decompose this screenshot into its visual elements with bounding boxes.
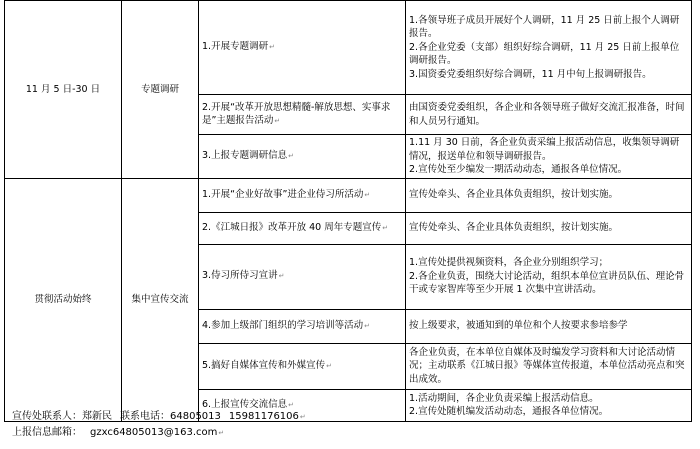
desc-cell [406, 95, 692, 135]
email-line: 上报信息邮箱： gzxc64805013@163.com↵ [12, 427, 225, 438]
desc-item: 3.国资委党委组织好综合调研，11 月中旬上报调研报告。 [409, 68, 652, 80]
phone-number-2: 15981176106 [228, 411, 299, 422]
desc-cell [406, 1, 692, 95]
desc-item: 1.各领导班子成员开展好个人调研，11 月 25 日前上报个人调研报告。 [409, 14, 680, 40]
desc-cell [406, 135, 692, 179]
task-text: 1.开展专题调研 [202, 41, 269, 53]
desc-cell [406, 309, 692, 343]
task-text: 4.参加上级部门组织的学习培训等活动 [202, 319, 364, 331]
desc-item: 2.各企业负责，围绕大讨论活动，组织本单位宣讲员队伍、理论骨干或专家智库等至少开展 1 次集中宣讲活动。 [409, 270, 685, 296]
task-text: 2.《江城日报》改革开放 40 周年专题宣传 [202, 221, 382, 233]
desc-item: 由国资委党委组织，各企业和各领导班子做好交流汇报准备，时间和人员另行通知。 [409, 102, 685, 127]
task-text: 6.上报宣传交流信息 [202, 398, 288, 410]
task-cell: 6.上报宣传交流信息↵ [199, 389, 406, 421]
desc-item: 2.宣传处随机编发活动动态，通报各单位情况。 [409, 406, 609, 417]
task-text: 2.开展“改革开放思想精髓-解放思想、实事求是”主题报告活动 [202, 101, 391, 126]
task-cell: 2.开展“改革开放思想精髓-解放思想、实事求是”主题报告活动↵ [199, 95, 406, 135]
task-cell: 1.开展“企业好故事”进企业侍习所活动↵ [199, 178, 406, 212]
phone-label: 联系电话： [120, 411, 170, 422]
task-cell: 5.搞好自媒体宣传和外媒宣传↵ [199, 343, 406, 389]
task-cell: 2.《江城日报》改革开放 40 周年专题宣传↵ [199, 212, 406, 244]
table-row [5, 1, 692, 95]
desc-cell [406, 244, 692, 309]
task-cell: 1.开展专题调研↵ [199, 1, 406, 95]
desc-cell [406, 343, 692, 389]
email-address[interactable]: gzxc64805013@163.com [90, 427, 218, 438]
desc-item: 按上级要求，被通知到的单位和个人按要求参培参学 [409, 320, 628, 332]
task-cell: 3.侍习所侍习宣讲↵ [199, 244, 406, 309]
contact-label: 宣传处联系人：郑新民 [12, 411, 112, 422]
desc-item: 1.11 月 30 日前，各企业负责采编上报活动信息，收集领导调研情况，报送单位和领导调研报告。 [409, 137, 680, 162]
task-text: 1.开展“企业好故事”进企业侍习所活动 [202, 188, 364, 200]
task-text: 3.上报专题调研信息 [202, 150, 288, 161]
contact-line: 宣传处联系人：郑新民 联系电话：64805013 15981176106↵ [12, 411, 306, 422]
task-cell: 3.上报专题调研信息↵ [199, 135, 406, 179]
desc-item: 各企业负责，在本单位自媒体及时编发学习资料和大讨论活动情况；主动联系《江城日报》等媒体宣传报道，本单位活动亮点和突出成效。 [409, 346, 685, 385]
desc-item: 宣传处牵头、各企业具体负责组织，按计划实施。 [409, 222, 619, 234]
desc-cell [406, 212, 692, 244]
time-cell: 贯彻活动始终 [5, 178, 122, 421]
desc-cell [406, 178, 692, 212]
desc-item: 宣传处牵头、各企业具体负责组织，按计划实施。 [409, 189, 619, 201]
type-cell: 集中宣传交流 [122, 178, 199, 421]
desc-item: 1.活动期间，各企业负责采编上报活动信息。 [409, 392, 599, 404]
email-label: 上报信息邮箱： [12, 427, 82, 438]
task-text: 5.搞好自媒体宣传和外媒宣传 [202, 359, 326, 371]
desc-item: 1.宣传处提供视频资料，各企业分别组织学习； [409, 257, 609, 269]
desc-cell [406, 389, 692, 421]
schedule-table [4, 0, 692, 422]
task-cell: 4.参加上级部门组织的学习培训等活动↵ [199, 309, 406, 343]
phone-number-1: 64805013 [170, 411, 221, 422]
desc-item: 2.宣传处至少编发一期活动动态，通报各单位情况。 [409, 164, 628, 175]
time-cell: 11 月 5 日-30 日 [5, 1, 122, 179]
table-row [5, 178, 692, 212]
task-text: 3.侍习所侍习宣讲 [202, 270, 278, 282]
type-cell: 专题调研 [122, 1, 199, 179]
desc-item: 2.各企业党委（支部）组织好综合调研，11 月 25 日前上报单位调研报告。 [409, 41, 680, 67]
